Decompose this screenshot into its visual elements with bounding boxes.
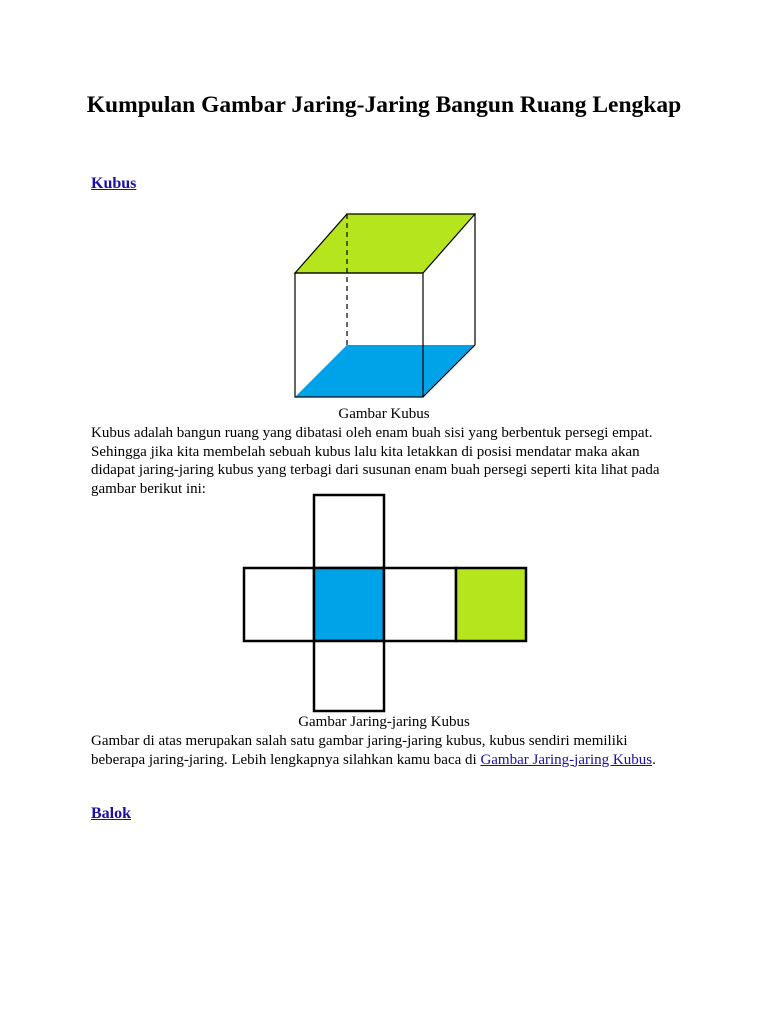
net-square-left [244,568,314,641]
paragraph-2-text: Gambar di atas merupakan salah satu gambar jaring-jaring kubus, kubus sendiri memiliki beberapa jaring-jaring. Lebih lengkapnya silahkan kamu baca di [91,733,628,768]
net-square-bottom [314,641,384,711]
net-square-top [314,495,384,568]
kubus-paragraph: Kubus adalah bangun ruang yang dibatasi oleh enam buah sisi yang berbentuk persegi empat. Sehingga jika kita membelah sebuah kubus lalu kita letakkan di posisi mendatar maka akan didapat jaring-jaring kubus yang terbagi dari susunan enam buah persegi seperti kita lihat pada gambar berikut ini: [91,425,660,497]
gambar-jaring-kubus-link[interactable]: Gambar Jaring-jaring Kubus [480,751,653,768]
balok-heading-link[interactable]: Balok [91,805,132,822]
kubus-paragraph-2 [91,732,681,769]
cube-net-figure [240,492,530,714]
cube-top-face [295,214,475,273]
cube-bottom-face [295,345,475,397]
cube-caption: Gambar Kubus [338,406,430,422]
net-square-right [384,568,456,641]
cube-figure [290,210,480,410]
page-title: Kumpulan Gambar Jaring-Jaring Bangun Ruang Lengkap [86,92,682,118]
paragraph-2-end: . [652,751,656,768]
net-square-far-right [456,568,526,641]
net-square-center [314,568,384,641]
net-caption: Gambar Jaring-jaring Kubus [298,714,470,730]
kubus-heading-link[interactable]: Kubus [91,175,137,192]
